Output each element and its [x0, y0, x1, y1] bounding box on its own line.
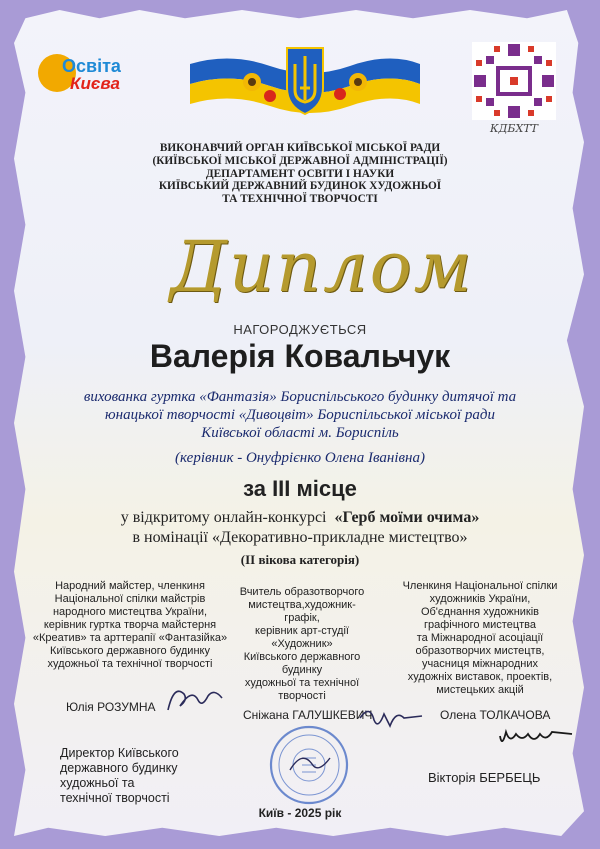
- jury-credential-line: Вчитель образотворчого: [239, 586, 365, 598]
- jury-credential-line: художньої та технічної творчості: [47, 658, 213, 670]
- nomination-line: в номінації «Декоративно-прикладне мистецтво»: [132, 529, 468, 546]
- jury-credential-line: керівник гуртка творча майстерня: [43, 619, 217, 631]
- director-name: Вікторія БЕРБЕЦЬ: [428, 770, 541, 785]
- jury-credential-line: Київського державного: [243, 651, 361, 663]
- jury-credential-line: Національної спілки майстрів: [54, 593, 206, 605]
- director-title-line: художньої та: [60, 776, 135, 790]
- jury-credential-line: мистецьких акцій: [436, 684, 524, 696]
- age-category: (ІІ вікова категорія): [240, 552, 360, 567]
- jury-credential-line: графічного мистецтва: [423, 619, 537, 631]
- jury-name-2: Сніжана ГАЛУШКЕВИЧ: [243, 708, 373, 722]
- jury-credential-line: художньої та технічної: [244, 677, 360, 689]
- award-verb: НАГОРОДЖУЄТЬСЯ: [233, 322, 367, 337]
- logo-text-line1: Освіта: [62, 56, 121, 76]
- kdbhtt-ornament-logo: [472, 42, 556, 134]
- header-line: ВИКОНАВЧИЙ ОРГАН КИЇВСЬКОЇ МІСЬКОЇ РАДИ: [159, 142, 441, 154]
- jury-credential-line: художників України,: [429, 593, 531, 605]
- recipient-name: Валерія Ковальчук: [149, 338, 451, 374]
- ukraine-flag-trident-emblem: [190, 44, 420, 124]
- description-line: юнацької творчості «Дивоцвіт» Бориспільської міської ради: [105, 407, 495, 423]
- institution-header: [80, 142, 520, 206]
- contest-name: «Герб моїми очима»: [334, 509, 480, 526]
- header-line: КИЇВСЬКИЙ ДЕРЖАВНИЙ БУДИНОК ХУДОЖНЬОЇ: [158, 180, 442, 193]
- jury-credential-line: керівник арт-студії: [255, 625, 349, 637]
- jury-column-1: [30, 580, 230, 671]
- logo-text-line2: Києва: [70, 74, 120, 93]
- jury-credential-line: учасниця міжнародних: [421, 658, 539, 670]
- director-title: [60, 746, 210, 806]
- description-line: Київської області м. Бориспіль: [201, 425, 399, 441]
- signature-galushkevych-icon: [356, 700, 426, 732]
- jury-name-3: Олена ТОЛКАЧОВА: [440, 708, 551, 722]
- contest-prefix: у відкритому онлайн-конкурсі: [120, 509, 327, 526]
- signature-tolkachova-icon: [496, 722, 578, 750]
- director-title-line: технічної творчості: [60, 791, 170, 805]
- jury-name-1: Юлія РОЗУМНА: [66, 700, 156, 714]
- recipient-description: [80, 388, 520, 442]
- director-title-line: державного будинку: [60, 761, 178, 775]
- jury-credential-line: творчості: [278, 690, 326, 702]
- embroidery-ornament-icon: [472, 42, 556, 120]
- header-line: ДЕПАРТАМЕНТ ОСВІТИ І НАУКИ: [205, 167, 395, 180]
- jury-credential-line: мистецтва,художник-графік,: [248, 599, 356, 624]
- jury-credential-line: народного мистецтва України,: [52, 606, 208, 618]
- jury-credential-line: Об'єднання художників: [420, 606, 540, 618]
- official-stamp-icon: [268, 724, 350, 806]
- kdbhtt-label: КДБХТТ: [489, 122, 539, 135]
- jury-column-3: [390, 580, 570, 697]
- signature-rozumna-icon: [162, 680, 232, 716]
- jury-credential-line: Народний майстер, членкиня: [55, 580, 205, 592]
- jury-credential-line: «Художник»: [271, 638, 333, 650]
- director-title-line: Директор Київського: [60, 746, 179, 760]
- jury-credential-line: будинку: [281, 664, 323, 676]
- jury-credential-line: «Креатив» та арттерапії «Фантазійка»: [32, 632, 228, 644]
- header-line: ТА ТЕХНІЧНОЇ ТВОРЧОСТІ: [222, 193, 378, 206]
- award-place: за ІІІ місце: [243, 476, 357, 501]
- supervisor-line: (керівник - Онуфрієнко Олена Іванівна): [175, 450, 425, 466]
- description-line: вихованка гуртка «Фантазія» Бориспільського будинку дитячої та: [83, 389, 517, 405]
- jury-credential-line: образотворчих мистецтв,: [415, 645, 545, 657]
- jury-column-2: [232, 586, 372, 703]
- jury-credential-line: художніх виставок, проектів,: [407, 671, 553, 683]
- contest-info: [40, 508, 560, 548]
- jury-credential-line: Членкиня Національної спілки: [402, 580, 558, 592]
- place-year: Київ - 2025 рік: [258, 806, 342, 820]
- header-line: (КИЇВСЬКОЇ МІСЬКОЇ ДЕРЖАВНОЇ АДМІНІСТРАЦІЇ): [152, 154, 448, 167]
- jury-credential-line: та Міжнародної асоціації: [416, 632, 544, 644]
- diploma-title: Диплом: [170, 226, 474, 308]
- jury-credential-line: Київського державного будинку: [50, 645, 210, 657]
- osvita-kyieva-logo: [38, 52, 158, 96]
